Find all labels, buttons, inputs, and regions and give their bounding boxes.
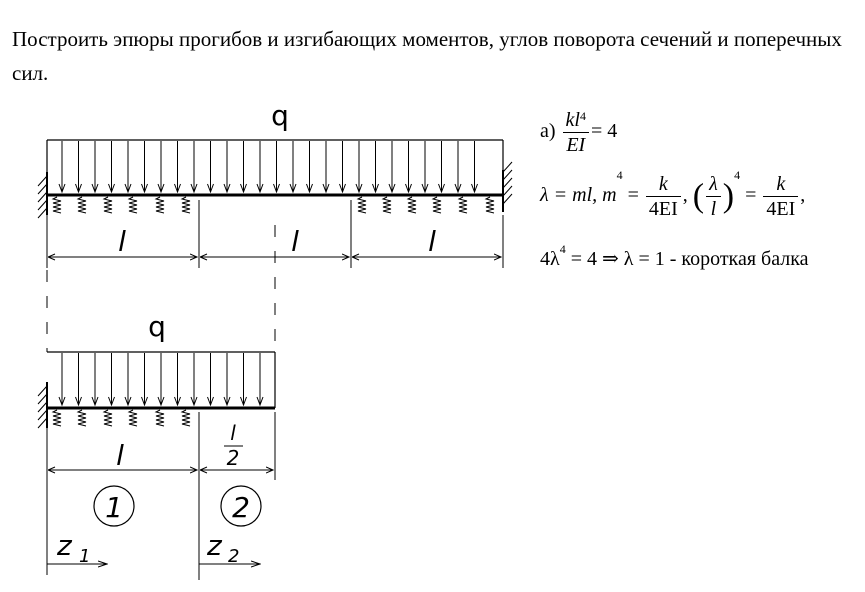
- spring: [383, 197, 391, 213]
- upper-load-label: q: [271, 99, 289, 132]
- svg-text:2: 2: [232, 491, 250, 524]
- svg-text:l: l: [230, 421, 236, 445]
- svg-text:2: 2: [226, 446, 240, 470]
- lower-left-fixed-support: [38, 382, 47, 428]
- spring: [129, 197, 137, 213]
- lower-span-label-1: l: [116, 439, 124, 472]
- spring: [486, 197, 494, 213]
- spring: [129, 410, 137, 426]
- task-statement: Построить эпюры прогибов и изгибающих моментов, углов поворота сечений и поперечных сил.: [12, 27, 842, 85]
- spring: [104, 410, 112, 426]
- spring: [78, 197, 86, 213]
- upper-span-label-1: l: [118, 225, 126, 258]
- svg-text:2: 2: [228, 546, 240, 567]
- formula-line-2: λ = ml, $m^4$ = $\frac{k}{4EI}$ , ( $\frac{\lambda}{l}$ )$^4$ = $\frac{k}{4EI}$ ,: [540, 168, 806, 220]
- spring: [156, 410, 164, 426]
- spring: [433, 197, 441, 213]
- spring: [104, 197, 112, 213]
- spring: [459, 197, 467, 213]
- upper-right-fixed-support: [503, 162, 512, 212]
- upper-span-label-3: l: [428, 225, 436, 258]
- upper-elastic-foundation: [53, 197, 494, 213]
- lower-load-label: q: [148, 310, 166, 343]
- spring: [53, 410, 61, 426]
- svg-text:1: 1: [79, 546, 91, 567]
- svg-text:z: z: [57, 529, 72, 562]
- lower-elastic-foundation: [53, 410, 190, 426]
- upper-distributed-load: [47, 140, 503, 195]
- lower-distributed-load: [47, 352, 275, 408]
- svg-text:1: 1: [105, 491, 123, 524]
- svg-text:z: z: [207, 529, 222, 562]
- coordinate-z1: [47, 529, 107, 567]
- spring: [408, 197, 416, 213]
- spring: [182, 197, 190, 213]
- spring: [182, 410, 190, 426]
- spring: [78, 410, 86, 426]
- spring: [156, 197, 164, 213]
- upper-span-label-2: l: [291, 225, 299, 258]
- spring: [53, 197, 61, 213]
- upper-left-fixed-support: [38, 172, 47, 218]
- coordinate-z2: [199, 529, 260, 567]
- lower-span-label-2: [224, 421, 243, 470]
- spring: [358, 197, 366, 213]
- section-marker-1: [94, 486, 134, 526]
- formula-line-3: $4\lambda^4 = 4$ ⇒ λ = 1 - короткая балка: [540, 242, 809, 270]
- section-marker-2: [221, 486, 261, 526]
- formula-line-1: а) $\frac{kl^4}{EI}$ = 4: [540, 109, 618, 156]
